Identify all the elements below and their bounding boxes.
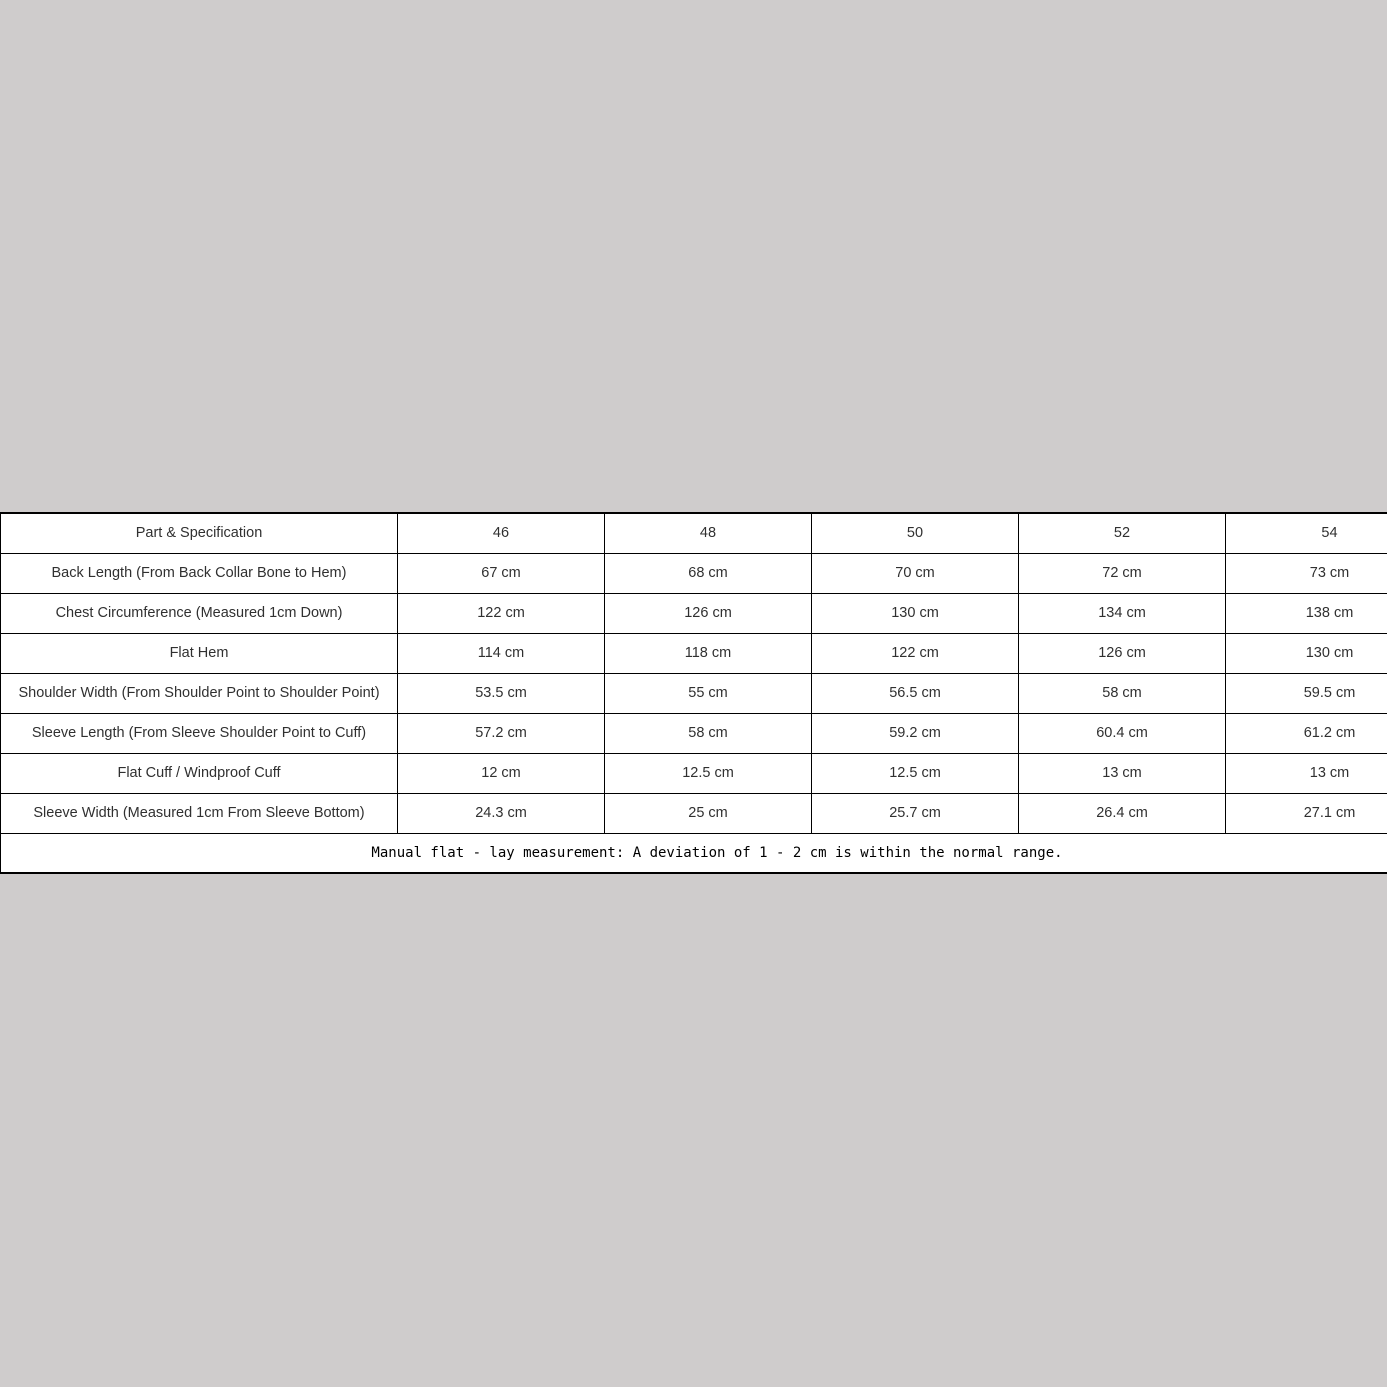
measurement-value: 126 cm [1019, 633, 1226, 673]
measurement-value: 59.5 cm [1226, 673, 1387, 713]
column-header-size: 46 [398, 513, 605, 553]
measurement-value: 53.5 cm [398, 673, 605, 713]
column-header-size: 50 [812, 513, 1019, 553]
measurement-value: 24.3 cm [398, 793, 605, 833]
column-header-size: 52 [1019, 513, 1226, 553]
header-row [1, 513, 1387, 553]
measurement-rows [1, 553, 1387, 833]
measurement-value: 122 cm [812, 633, 1019, 673]
footnote-text: Manual flat - lay measurement: A deviation of 1 - 2 cm is within the normal range. [1, 833, 1387, 873]
measurement-value: 58 cm [605, 713, 812, 753]
table-row [1, 793, 1387, 833]
column-header-size: 48 [605, 513, 812, 553]
measurement-value: 126 cm [605, 593, 812, 633]
row-label: Flat Hem [1, 633, 398, 673]
measurement-value: 118 cm [605, 633, 812, 673]
measurement-value: 134 cm [1019, 593, 1226, 633]
footnote-row [1, 833, 1387, 873]
measurement-value: 12.5 cm [812, 753, 1019, 793]
row-label: Chest Circumference (Measured 1cm Down) [1, 593, 398, 633]
table-row [1, 553, 1387, 593]
measurement-value: 73 cm [1226, 553, 1387, 593]
measurement-value: 12 cm [398, 753, 605, 793]
measurement-value: 25 cm [605, 793, 812, 833]
column-header-size: 54 [1226, 513, 1387, 553]
measurement-value: 67 cm [398, 553, 605, 593]
measurement-value: 72 cm [1019, 553, 1226, 593]
table-row [1, 593, 1387, 633]
table-row [1, 713, 1387, 753]
measurement-value: 25.7 cm [812, 793, 1019, 833]
measurement-value: 13 cm [1226, 753, 1387, 793]
row-label: Back Length (From Back Collar Bone to Hem) [1, 553, 398, 593]
measurement-value: 114 cm [398, 633, 605, 673]
table-row [1, 633, 1387, 673]
measurement-value: 60.4 cm [1019, 713, 1226, 753]
measurement-value: 130 cm [812, 593, 1019, 633]
table-row [1, 673, 1387, 713]
measurement-value: 26.4 cm [1019, 793, 1226, 833]
row-label: Sleeve Width (Measured 1cm From Sleeve Bottom) [1, 793, 398, 833]
measurement-value: 122 cm [398, 593, 605, 633]
measurement-value: 68 cm [605, 553, 812, 593]
measurement-value: 61.2 cm [1226, 713, 1387, 753]
table-row [1, 753, 1387, 793]
measurement-value: 55 cm [605, 673, 812, 713]
measurement-value: 13 cm [1019, 753, 1226, 793]
measurement-value: 70 cm [812, 553, 1019, 593]
measurement-value: 56.5 cm [812, 673, 1019, 713]
measurement-value: 130 cm [1226, 633, 1387, 673]
measurement-value: 138 cm [1226, 593, 1387, 633]
measurement-value: 58 cm [1019, 673, 1226, 713]
row-label: Sleeve Length (From Sleeve Shoulder Point to Cuff) [1, 713, 398, 753]
row-label: Flat Cuff / Windproof Cuff [1, 753, 398, 793]
measurement-value: 57.2 cm [398, 713, 605, 753]
measurement-value: 12.5 cm [605, 753, 812, 793]
measurement-value: 59.2 cm [812, 713, 1019, 753]
row-label: Shoulder Width (From Shoulder Point to Shoulder Point) [1, 673, 398, 713]
measurement-value: 27.1 cm [1226, 793, 1387, 833]
size-chart-table [0, 512, 1387, 874]
column-header-part-specification: Part & Specification [1, 513, 398, 553]
